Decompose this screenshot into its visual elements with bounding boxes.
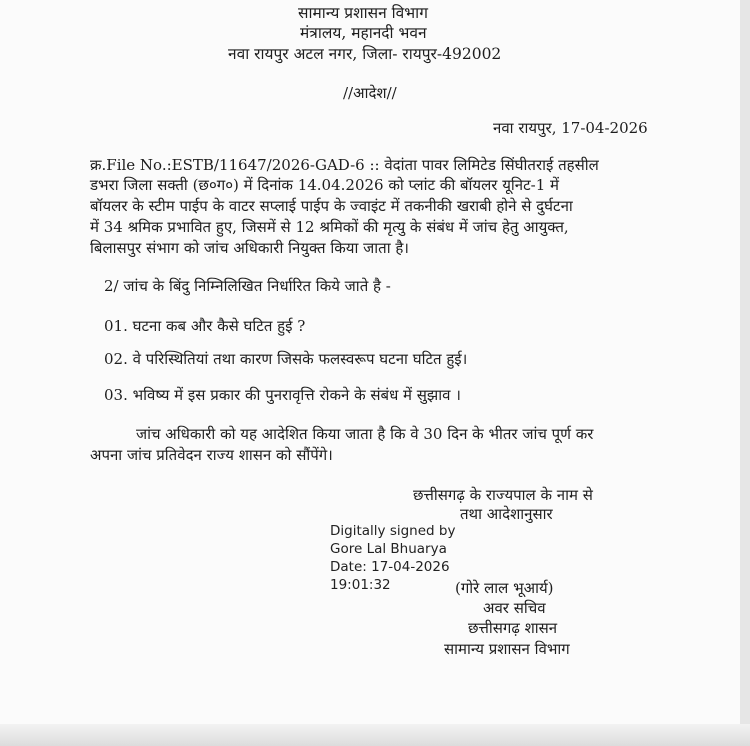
signatory-name: (गोरे लाल भूआर्य) (455, 579, 554, 597)
para1-line3: बॉयलर के स्टीम पाईप के वाटर सप्लाई पाईप के ज्वाइंट में तकनीकी खराबी होने से दुर्घटना (90, 197, 573, 215)
digital-signature-date: Date: 17-04-2026 (330, 559, 450, 575)
point-3: 03. भविष्य में इस प्रकार की पुनरावृत्ति रोकने के संबंध में सुझाव । (104, 386, 461, 404)
digital-signature-name: Gore Lal Bhuarya (330, 541, 447, 557)
signatory-designation: अवर सचिव (483, 599, 546, 617)
para1-line1: क्र.File No.:ESTB/11647/2026-GAD-6 :: वेदांता पावर लिमिटेड सिंघीतराई तहसील (90, 156, 599, 174)
para3-line1: जांच अधिकारी को यह आदेशित किया जाता है कि वे 30 दिन के भीतर जांच पूर्ण कर (136, 425, 594, 443)
digital-signature-time: 19:01:32 (330, 577, 391, 593)
digital-signature-label: Digitally signed by (330, 523, 456, 539)
order-title: //आदेश// (343, 84, 397, 102)
point-1: 01. घटना कब और कैसे घटित हुई ? (104, 317, 306, 335)
header-department: सामान्य प्रशासन विभाग (298, 4, 428, 22)
header-address: नवा रायपुर अटल नगर, जिला- रायपुर-492002 (228, 45, 502, 63)
header-ministry: मंत्रालय, महानदी भवन (300, 24, 427, 42)
signatory-department: सामान्य प्रशासन विभाग (444, 640, 570, 658)
signatory-government: छत्तीसगढ़ शासन (468, 619, 558, 637)
para1-line5: बिलासपुर संभाग को जांच अधिकारी नियुक्त किया जाता है। (90, 239, 409, 257)
page-right-edge-shadow (740, 0, 750, 746)
para1-line4: में 34 श्रमिक प्रभावित हुए, जिसमें से 12 श्रमिकों की मृत्यु के संबंध में जांच हेतु आयुक्त, (90, 218, 569, 236)
page-bottom-edge-shadow (0, 724, 750, 746)
place-date: नवा रायपुर, 17-04-2026 (493, 119, 648, 137)
closing-line1: छत्तीसगढ़ के राज्यपाल के नाम से (413, 486, 593, 504)
para2-heading: 2/ जांच के बिंदु निम्निलिखित निर्धारित किये जाते है - (104, 277, 391, 295)
para1-line2: डभरा जिला सक्ती (छ०ग०) में दिनांक 14.04.2026 को प्लांट की बॉयलर यूनिट-1 में (90, 176, 560, 194)
para3-line2: अपना जांच प्रतिवेदन राज्य शासन को सौंपेंगे। (90, 446, 333, 464)
point-2: 02. वे परिस्थितियां तथा कारण जिसके फलस्वरूप घटना घटित हुई। (104, 350, 468, 368)
closing-line2: तथा आदेशानुसार (460, 505, 553, 523)
